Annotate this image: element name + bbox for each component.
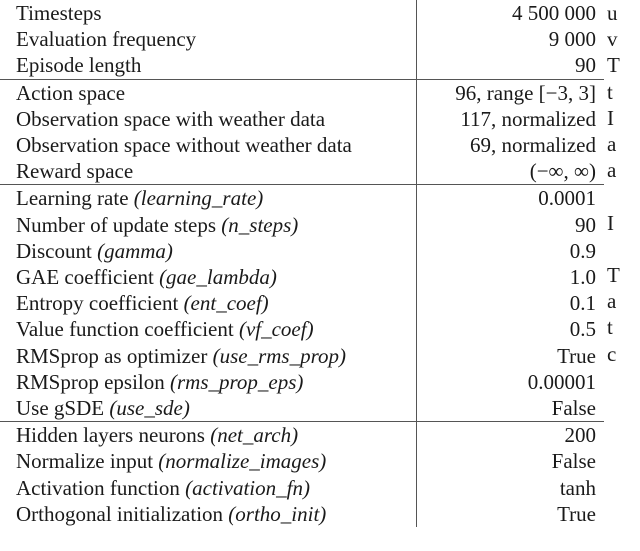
parameter-value-cell: 69, normalized (470, 133, 596, 158)
parameter-name-cell (0, 132, 417, 158)
parameter-label: RMSprop epsilon (16, 369, 171, 394)
parameter-value-cell: True (557, 343, 596, 368)
parameter-label: Activation function (16, 475, 186, 500)
parameter-name-cell (0, 212, 417, 238)
parameter-label: GAE coefficient (16, 265, 160, 290)
table-row (0, 132, 604, 158)
parameter-name-cell (0, 501, 417, 527)
table-row (0, 290, 604, 316)
fragment-line: I (607, 105, 614, 130)
fragment-line (607, 236, 640, 262)
parameter-value-cell: 0.9 (569, 238, 596, 263)
parameter-label: RMSprop as optimizer (16, 343, 213, 368)
parameter-name-cell (0, 422, 417, 449)
parameter-value-cell: 200 (417, 422, 605, 449)
parameter-name-cell (0, 79, 417, 106)
parameter-value-cell: 0.0001 (417, 185, 605, 212)
fragment-line: t (607, 79, 613, 104)
parameter-value-cell: 0.1 (569, 291, 596, 316)
fragment-line (607, 183, 640, 209)
parameter-value-cell: 0.5 (569, 317, 596, 342)
parameter-argument-name: (ent_coef) (183, 291, 269, 316)
fragment-line: a (607, 158, 617, 183)
table-row (0, 79, 604, 106)
parameter-value-cell: 1.0 (569, 265, 596, 290)
parameter-label: Reward space (16, 159, 134, 184)
parameter-value-cell: 117, normalized (460, 106, 596, 131)
fragment-line: v (607, 27, 618, 52)
parameter-name-cell (0, 185, 417, 212)
parameter-name-cell (0, 158, 417, 185)
parameter-argument-name: (normalize_images) (158, 449, 327, 474)
parameter-value-cell: False (551, 396, 596, 421)
table-row (0, 316, 604, 342)
parameter-name-cell (0, 52, 417, 79)
parameter-name-cell (0, 26, 417, 52)
parameter-label: Observation space without weather data (16, 133, 352, 158)
parameter-label: Normalize input (16, 449, 159, 474)
parameter-argument-name: (use_rms_prop) (212, 343, 346, 368)
table-row (0, 369, 604, 395)
table-row (0, 185, 604, 212)
fragment-line: t (607, 315, 613, 340)
parameter-value-cell: True (557, 501, 596, 526)
table-row (0, 343, 604, 369)
table-row (0, 158, 604, 185)
parameter-argument-name: (gae_lambda) (159, 265, 277, 290)
parameter-value-cell: (−∞, ∞) (529, 159, 596, 184)
fragment-line: a (607, 132, 617, 157)
parameter-value-cell: 96, range [−3, 3] (417, 79, 605, 106)
parameter-argument-name: (gamma) (97, 238, 173, 263)
parameter-label: Value function coefficient (16, 317, 239, 342)
table-row (0, 501, 604, 527)
parameter-value-cell: 90 (575, 53, 596, 78)
parameter-value-cell: 90 (575, 212, 596, 237)
parameter-name-cell (0, 238, 417, 264)
parameter-name-cell (0, 448, 417, 474)
table-row (0, 106, 604, 132)
parameter-name-cell (0, 343, 417, 369)
table-row (0, 422, 604, 449)
table-row (0, 448, 604, 474)
parameter-value-cell: 4 500 000 (512, 1, 596, 25)
parameter-name-cell (0, 475, 417, 501)
parameter-label: Episode length (16, 53, 142, 78)
table-row (0, 52, 604, 79)
parameter-label: Entropy coefficient (16, 291, 184, 316)
table-row (0, 238, 604, 264)
parameter-label: Number of update steps (16, 212, 222, 237)
parameter-label: Orthogonal initialization (16, 501, 229, 526)
parameter-label: Use gSDE (16, 396, 110, 421)
parameter-argument-name: (n_steps) (221, 212, 299, 237)
parameter-name-cell (0, 264, 417, 290)
table-row (0, 395, 604, 422)
parameter-value-cell: 0.00001 (527, 369, 596, 394)
fragment-line: a (607, 289, 617, 314)
table-row (0, 475, 604, 501)
parameter-value-cell: 9 000 (548, 27, 596, 52)
parameter-argument-name: (activation_fn) (185, 475, 310, 500)
adjacent-column-text-fragment (607, 0, 640, 551)
parameter-name-cell (0, 0, 417, 26)
fragment-line: u (607, 1, 618, 25)
parameter-argument-name: (net_arch) (210, 423, 299, 448)
parameter-label: Timesteps (16, 1, 102, 25)
fragment-line: T (607, 263, 620, 288)
parameter-name-cell (0, 106, 417, 132)
parameter-value-cell: tanh (559, 475, 596, 500)
parameter-argument-name: (learning_rate) (133, 186, 264, 211)
table-row (0, 0, 604, 26)
parameter-label: Learning rate (16, 186, 134, 211)
parameter-name-cell (0, 395, 417, 422)
parameter-name-cell (0, 369, 417, 395)
parameter-label: Observation space with weather data (16, 106, 326, 131)
fragment-line: T (607, 53, 620, 78)
parameter-argument-name: (vf_coef) (238, 317, 314, 342)
parameter-label: Hidden layers neurons (16, 423, 211, 448)
parameter-name-cell (0, 316, 417, 342)
parameter-label: Discount (16, 238, 98, 263)
parameter-label: Evaluation frequency (16, 27, 197, 52)
parameter-argument-name: (rms_prop_eps) (170, 369, 304, 394)
parameter-argument-name: (ortho_init) (228, 501, 327, 526)
parameter-value-cell: False (551, 449, 596, 474)
parameter-name-cell (0, 290, 417, 316)
fragment-line: c (607, 341, 617, 366)
parameter-argument-name: (use_sde) (109, 396, 190, 421)
parameter-label: Action space (16, 80, 126, 105)
fragment-line: I (607, 210, 614, 235)
table-row (0, 26, 604, 52)
table-row (0, 264, 604, 290)
table-row (0, 212, 604, 238)
